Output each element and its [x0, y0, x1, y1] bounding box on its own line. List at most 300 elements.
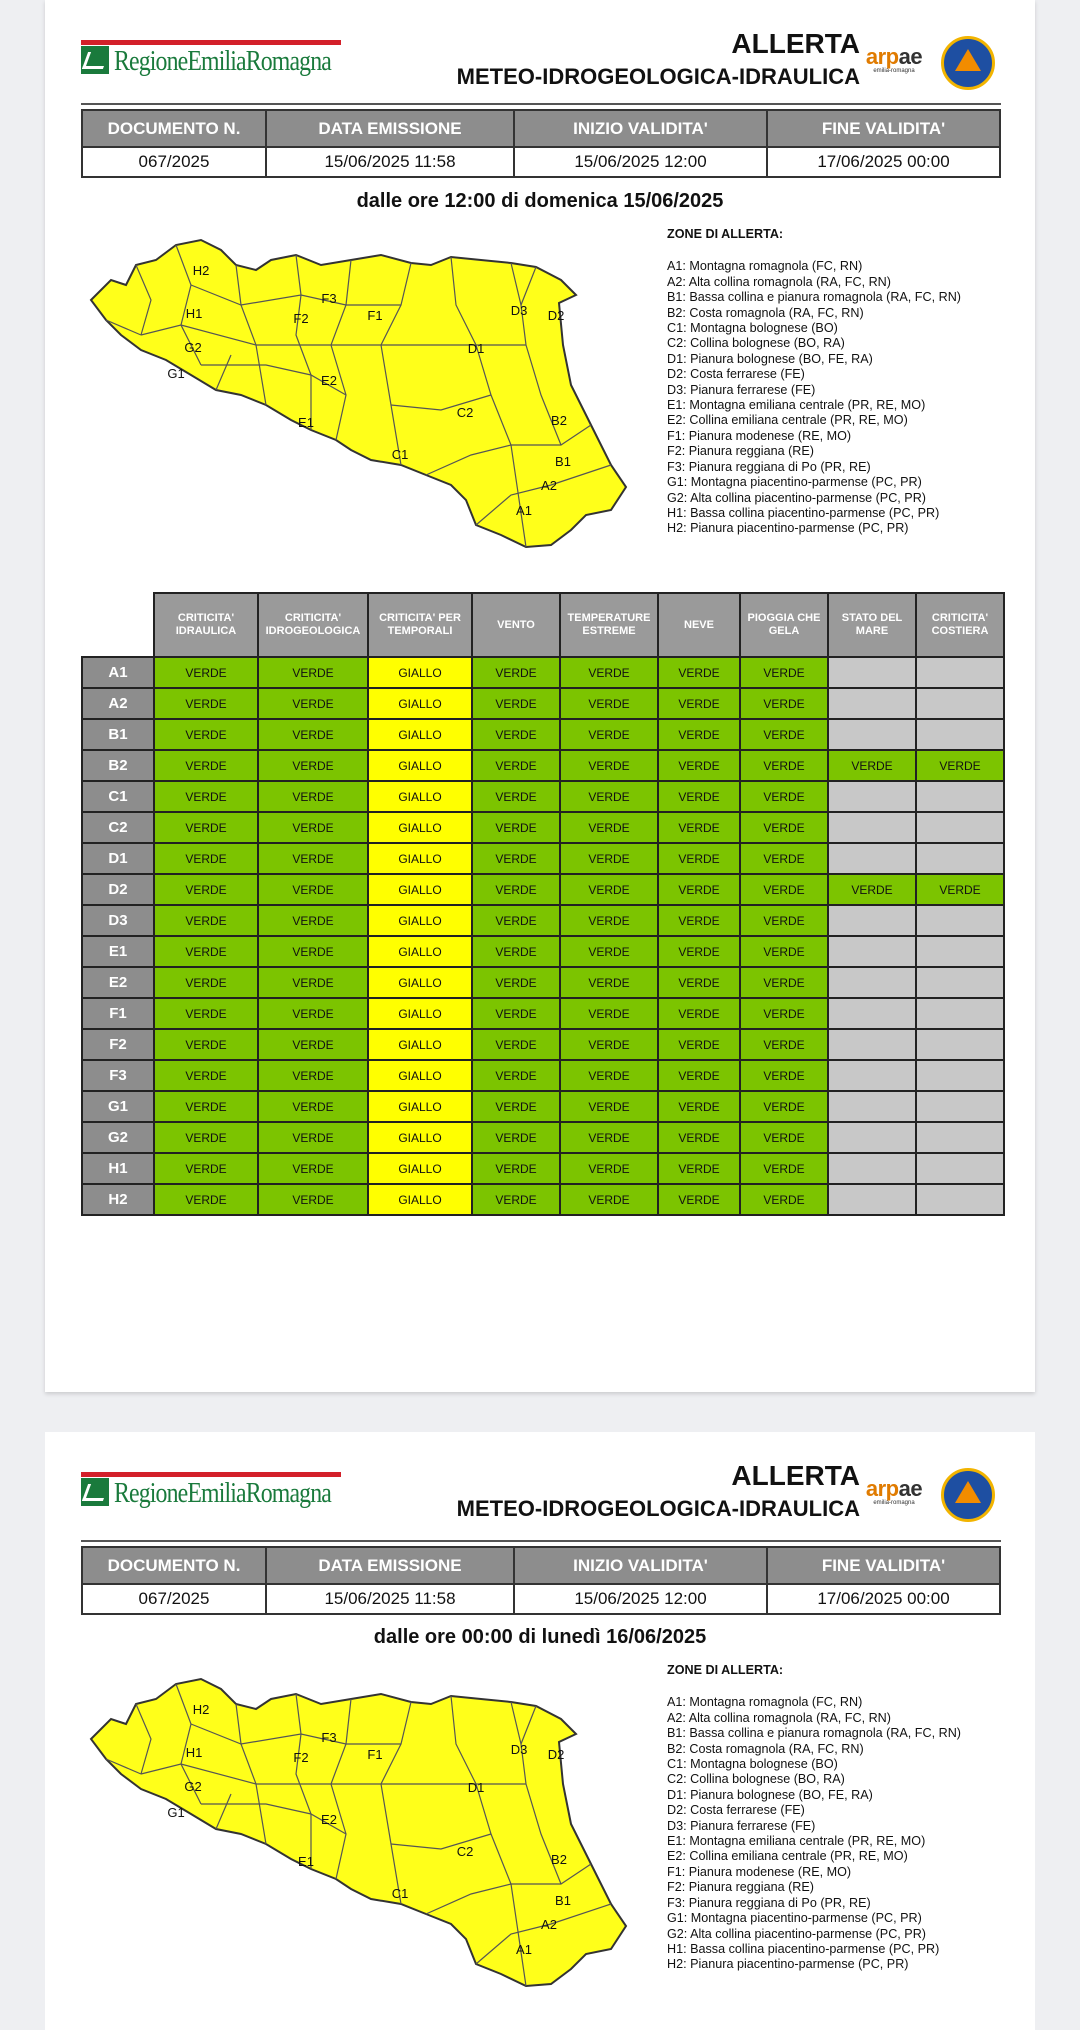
- map-zone-label: E2: [321, 373, 337, 388]
- alert-level-cell: [916, 1091, 1004, 1122]
- alert-level-cell: VERDE: [658, 812, 740, 843]
- map-zone-label: C2: [456, 405, 474, 420]
- alert-level-cell: VERDE: [258, 657, 368, 688]
- alert-level-cell: VERDE: [740, 1060, 828, 1091]
- zone-legend-item: D3: Pianura ferrarese (FE): [667, 382, 816, 397]
- zone-code: D1: [82, 843, 154, 874]
- column-header: VENTO: [472, 593, 560, 657]
- bulletin-page-2: [45, 1432, 1035, 2030]
- alert-level-cell: VERDE: [740, 719, 828, 750]
- zone-legend-item: F3: Pianura reggiana di Po (PR, RE): [667, 459, 871, 474]
- map-zone-label: G1: [167, 366, 185, 381]
- alert-level-cell: VERDE: [658, 750, 740, 781]
- zone-legend-item: E1: Montagna emiliana centrale (PR, RE, MO): [667, 398, 926, 413]
- table-row: [82, 719, 1004, 750]
- alert-level-cell: VERDE: [740, 657, 828, 688]
- table-row: [82, 688, 1004, 719]
- table-row: [82, 1091, 1004, 1122]
- divider: [81, 1540, 1001, 1542]
- validity-period-heading: dalle ore 12:00 di domenica 15/06/2025: [356, 190, 724, 212]
- alert-level-cell: VERDE: [258, 781, 368, 812]
- alert-level-cell: [916, 1184, 1004, 1215]
- alert-level-cell: [828, 688, 916, 719]
- alert-level-cell: VERDE: [472, 843, 560, 874]
- table-row: [82, 936, 1004, 967]
- alert-level-cell: GIALLO: [368, 843, 472, 874]
- alert-level-cell: VERDE: [472, 750, 560, 781]
- bulletin-page-1: [45, 0, 1035, 1392]
- alert-level-cell: VERDE: [154, 1091, 258, 1122]
- alert-level-cell: VERDE: [740, 905, 828, 936]
- alert-level-cell: VERDE: [560, 874, 658, 905]
- alert-level-cell: VERDE: [658, 1060, 740, 1091]
- map-zone-label: D3: [510, 1742, 528, 1757]
- alert-level-cell: [916, 936, 1004, 967]
- alert-level-cell: VERDE: [740, 1091, 828, 1122]
- zone-legend-item: F2: Pianura reggiana (RE): [667, 444, 814, 459]
- title-subtitle: METEO-IDROGEOLOGICA-IDRAULICA: [456, 1496, 860, 1521]
- alert-level-cell: VERDE: [740, 812, 828, 843]
- alert-level-cell: VERDE: [472, 719, 560, 750]
- zone-legend-item: D2: Costa ferrarese (FE): [667, 367, 805, 382]
- alert-level-cell: VERDE: [258, 1029, 368, 1060]
- alert-level-cell: [916, 967, 1004, 998]
- zone-legend-item: F3: Pianura reggiana di Po (PR, RE): [667, 1895, 871, 1910]
- alert-level-cell: GIALLO: [368, 874, 472, 905]
- map-zone-label: H2: [192, 1702, 210, 1717]
- alert-level-cell: VERDE: [740, 750, 828, 781]
- map-zone-label: E1: [298, 1854, 314, 1869]
- alert-level-cell: VERDE: [560, 1184, 658, 1215]
- zone-legend-item: G1: Montagna piacentino-parmense (PC, PR): [667, 475, 922, 490]
- table-row: [82, 1184, 1004, 1215]
- zone-legend-item: B1: Bassa collina e pianura romagnola (RA, FC, RN): [667, 1726, 961, 1741]
- table-row: [82, 781, 1004, 812]
- zone-legend-item: F2: Pianura reggiana (RE): [667, 1880, 814, 1895]
- region-outline: [91, 240, 626, 547]
- region-outline: [91, 1679, 626, 1986]
- column-header: CRITICITA' PER TEMPORALI: [368, 593, 472, 657]
- alert-level-cell: VERDE: [560, 781, 658, 812]
- alert-level-cell: [828, 1184, 916, 1215]
- alert-level-cell: VERDE: [658, 1122, 740, 1153]
- column-header: CRITICITA' IDRAULICA: [154, 593, 258, 657]
- alert-level-cell: VERDE: [560, 998, 658, 1029]
- table-row: [82, 1122, 1004, 1153]
- alert-level-cell: [828, 967, 916, 998]
- alert-level-cell: VERDE: [740, 843, 828, 874]
- alert-level-cell: [828, 905, 916, 936]
- alert-level-cell: VERDE: [154, 1029, 258, 1060]
- map-zone-label: A2: [541, 1917, 557, 1932]
- map-zone-label: H1: [185, 1745, 203, 1760]
- regione-emilia-romagna-logo: RegioneEmiliaRomagna: [81, 40, 341, 80]
- alert-level-cell: GIALLO: [368, 688, 472, 719]
- alert-level-cell: VERDE: [740, 967, 828, 998]
- alert-level-cell: VERDE: [560, 905, 658, 936]
- alert-level-cell: VERDE: [658, 688, 740, 719]
- alert-level-cell: [916, 719, 1004, 750]
- alert-level-cell: VERDE: [658, 1153, 740, 1184]
- zone-code: F3: [82, 1060, 154, 1091]
- zone-legend-item: C1: Montagna bolognese (BO): [667, 1757, 838, 1772]
- map-zone-label: H1: [185, 306, 203, 321]
- map-zone-label: D3: [510, 303, 528, 318]
- map-zone-label: C1: [391, 1886, 409, 1901]
- alert-level-cell: GIALLO: [368, 1060, 472, 1091]
- alert-level-cell: VERDE: [258, 1153, 368, 1184]
- table-corner: [82, 593, 154, 657]
- table-row: [82, 750, 1004, 781]
- alert-level-cell: VERDE: [740, 1029, 828, 1060]
- zone-legend-item: A2: Alta collina romagnola (RA, FC, RN): [667, 274, 891, 289]
- zone-code: F2: [82, 1029, 154, 1060]
- alert-level-cell: VERDE: [258, 688, 368, 719]
- zone-legend-item: A1: Montagna romagnola (FC, RN): [667, 1695, 863, 1710]
- alert-level-cell: VERDE: [154, 843, 258, 874]
- alert-level-cell: VERDE: [560, 843, 658, 874]
- zone-legend-item: H2: Pianura piacentino-parmense (PC, PR): [667, 521, 909, 536]
- alert-level-cell: VERDE: [472, 905, 560, 936]
- alert-level-cell: VERDE: [560, 936, 658, 967]
- column-header: NEVE: [658, 593, 740, 657]
- alert-level-cell: [916, 812, 1004, 843]
- zone-code: D3: [82, 905, 154, 936]
- column-header: CRITICITA' COSTIERA: [916, 593, 1004, 657]
- alert-level-cell: [916, 998, 1004, 1029]
- alert-level-cell: GIALLO: [368, 1091, 472, 1122]
- alert-level-cell: VERDE: [258, 874, 368, 905]
- zone-code: H1: [82, 1153, 154, 1184]
- alert-level-cell: VERDE: [560, 967, 658, 998]
- zone-legend-item: E2: Collina emiliana centrale (PR, RE, MO): [667, 1849, 908, 1864]
- alert-level-cell: VERDE: [472, 998, 560, 1029]
- alert-level-cell: [828, 843, 916, 874]
- alert-level-cell: VERDE: [258, 905, 368, 936]
- alert-level-cell: [828, 936, 916, 967]
- alert-level-cell: VERDE: [258, 998, 368, 1029]
- zone-code: D2: [82, 874, 154, 905]
- alert-level-cell: [828, 1029, 916, 1060]
- zone-legend-item: D1: Pianura bolognese (BO, FE, RA): [667, 1787, 873, 1802]
- alert-level-cell: [828, 1060, 916, 1091]
- map-zone-label: A2: [541, 478, 557, 493]
- zone-legend-item: G2: Alta collina piacentino-parmense (PC, PR): [667, 1926, 926, 1941]
- zone-legend-item: H1: Bassa collina piacentino-parmense (PC, PR): [667, 1941, 940, 1956]
- alert-level-cell: VERDE: [472, 1060, 560, 1091]
- alert-level-cell: VERDE: [472, 812, 560, 843]
- map-zone-label: H2: [192, 263, 210, 278]
- table-row: [82, 967, 1004, 998]
- alert-level-cell: VERDE: [740, 874, 828, 905]
- alert-level-cell: GIALLO: [368, 905, 472, 936]
- map-zone-label: G2: [184, 1779, 202, 1794]
- zone-legend-item: C1: Montagna bolognese (BO): [667, 321, 838, 336]
- zone-legend-item: H1: Bassa collina piacentino-parmense (PC, PR): [667, 505, 940, 520]
- alert-level-cell: VERDE: [658, 998, 740, 1029]
- zone-legend-item: D2: Costa ferrarese (FE): [667, 1803, 805, 1818]
- alert-level-cell: VERDE: [154, 812, 258, 843]
- alert-level-cell: [916, 905, 1004, 936]
- map-zone-label: E2: [321, 1812, 337, 1827]
- alert-level-cell: VERDE: [472, 936, 560, 967]
- map-zone-label: B2: [551, 1852, 567, 1867]
- divider: [81, 103, 1001, 105]
- alert-level-cell: VERDE: [154, 1122, 258, 1153]
- validity-period-heading: dalle ore 00:00 di lunedì 16/06/2025: [373, 1626, 707, 1648]
- zone-code: H2: [82, 1184, 154, 1215]
- map-zone-label: A1: [516, 503, 532, 518]
- alert-level-cell: GIALLO: [368, 719, 472, 750]
- alert-level-cell: VERDE: [560, 1153, 658, 1184]
- zone-code: F1: [82, 998, 154, 1029]
- alert-level-cell: VERDE: [828, 750, 916, 781]
- map-zone-label: C1: [391, 447, 409, 462]
- alert-level-cell: [828, 719, 916, 750]
- alert-level-cell: [916, 1153, 1004, 1184]
- zone-code: G2: [82, 1122, 154, 1153]
- protezione-civile-logo: [941, 1468, 995, 1522]
- alert-level-cell: VERDE: [472, 657, 560, 688]
- zone-code: C2: [82, 812, 154, 843]
- map-zone-label: B1: [555, 1893, 571, 1908]
- alert-level-cell: [828, 1153, 916, 1184]
- zone-code: A1: [82, 657, 154, 688]
- alert-level-cell: VERDE: [154, 719, 258, 750]
- zone-code: G1: [82, 1091, 154, 1122]
- alert-level-cell: VERDE: [258, 967, 368, 998]
- zone-legend-item: G2: Alta collina piacentino-parmense (PC, PR): [667, 490, 926, 505]
- zone-legend-item: D1: Pianura bolognese (BO, FE, RA): [667, 351, 873, 366]
- map-zone-label: D2: [547, 1747, 565, 1762]
- alert-level-cell: [828, 657, 916, 688]
- alert-level-cell: VERDE: [472, 874, 560, 905]
- table-row: [82, 874, 1004, 905]
- alert-level-cell: [916, 688, 1004, 719]
- protezione-civile-logo: [941, 36, 995, 90]
- alert-level-cell: [916, 1060, 1004, 1091]
- alert-level-cell: VERDE: [258, 812, 368, 843]
- map-zone-label: F2: [293, 1750, 309, 1765]
- alert-level-cell: VERDE: [154, 688, 258, 719]
- map-zone-label: B1: [555, 454, 571, 469]
- alert-level-cell: VERDE: [658, 1184, 740, 1215]
- zone-legend-item: B1: Bassa collina e pianura romagnola (RA, FC, RN): [667, 290, 961, 305]
- alert-level-cell: VERDE: [154, 1184, 258, 1215]
- alert-level-cell: VERDE: [658, 936, 740, 967]
- alert-level-cell: VERDE: [740, 1122, 828, 1153]
- column-header: PIOGGIA CHE GELA: [740, 593, 828, 657]
- alert-level-cell: VERDE: [560, 1029, 658, 1060]
- alert-level-cell: GIALLO: [368, 936, 472, 967]
- table-row: [82, 843, 1004, 874]
- alert-level-cell: VERDE: [154, 967, 258, 998]
- alert-level-cell: [828, 1122, 916, 1153]
- alert-level-cell: GIALLO: [368, 781, 472, 812]
- alert-level-cell: VERDE: [740, 688, 828, 719]
- alert-level-cell: [828, 998, 916, 1029]
- document-info-table: DOCUMENTO N. DATA EMISSIONE INIZIO VALIDITA' FINE VALIDITA' 067/2025 15/06/2025 11:58 15/06/2025 12:00 17/06/2025 00:00: [81, 109, 1001, 178]
- alert-level-cell: VERDE: [258, 843, 368, 874]
- map-zone-label: D2: [547, 308, 565, 323]
- alert-level-cell: VERDE: [560, 657, 658, 688]
- table-row: [82, 657, 1004, 688]
- alert-level-cell: VERDE: [560, 1091, 658, 1122]
- column-header: CRITICITA' IDROGEOLOGICA: [258, 593, 368, 657]
- alert-level-cell: GIALLO: [368, 998, 472, 1029]
- map-zone-label: F3: [321, 1730, 337, 1745]
- alert-level-cell: VERDE: [154, 781, 258, 812]
- column-header: STATO DEL MARE: [828, 593, 916, 657]
- alert-level-cell: VERDE: [740, 1184, 828, 1215]
- alert-level-cell: VERDE: [560, 1122, 658, 1153]
- alert-level-cell: VERDE: [154, 1153, 258, 1184]
- alert-level-cell: VERDE: [154, 998, 258, 1029]
- alert-level-cell: VERDE: [740, 1153, 828, 1184]
- map-zone-label: F1: [367, 308, 383, 323]
- alert-level-cell: VERDE: [658, 657, 740, 688]
- alert-level-cell: VERDE: [472, 688, 560, 719]
- alert-level-cell: [828, 812, 916, 843]
- alert-level-cell: GIALLO: [368, 1184, 472, 1215]
- zone-legend-item: D3: Pianura ferrarese (FE): [667, 1818, 816, 1833]
- arpae-logo: arpae emilia-romagna: [865, 44, 923, 74]
- zone-code: B1: [82, 719, 154, 750]
- zone-legend-item: G1: Montagna piacentino-parmense (PC, PR): [667, 1911, 922, 1926]
- zone-code: B2: [82, 750, 154, 781]
- alert-level-cell: VERDE: [258, 719, 368, 750]
- column-header: TEMPERATURE ESTREME: [560, 593, 658, 657]
- alert-level-cell: VERDE: [472, 1184, 560, 1215]
- alert-level-cell: VERDE: [154, 1060, 258, 1091]
- alert-level-cell: VERDE: [658, 1091, 740, 1122]
- alert-level-cell: VERDE: [658, 843, 740, 874]
- alert-level-cell: [916, 1122, 1004, 1153]
- alert-level-cell: VERDE: [658, 874, 740, 905]
- alert-level-cell: VERDE: [740, 781, 828, 812]
- alert-level-cell: [828, 781, 916, 812]
- map-zone-label: A1: [516, 1942, 532, 1957]
- alert-level-cell: VERDE: [658, 967, 740, 998]
- zone-legend-item: H2: Pianura piacentino-parmense (PC, PR): [667, 1957, 909, 1972]
- alert-zones-map: [81, 1664, 661, 1994]
- alert-level-cell: VERDE: [916, 750, 1004, 781]
- alert-level-cell: VERDE: [560, 750, 658, 781]
- alert-level-cell: GIALLO: [368, 1029, 472, 1060]
- alert-level-cell: [916, 843, 1004, 874]
- zone-code: C1: [82, 781, 154, 812]
- zone-legend: ZONE DI ALLERTA: A1: Montagna romagnola (FC, RN) A2: Alta collina romagnola (RA, FC, RN) B1: Bassa collina e pianura romagnola (RA, FC, RN) B2: Costa romagnola (RA, FC, RN) C1: Montagna bolognese (BO) C2: Collina bolognese (BO, RA) D1: Pianura bolognese (BO, FE, RA) D2: Costa ferrarese (FE) D3: Pianura ferrarese (FE) E1: Montagna emiliana centrale (PR, RE, MO) E2: Collina emiliana centrale (PR, RE, MO) F1: Pianura modenese (RE, MO) F2: Pianura reggiana (RE) F3: Pianura reggiana di Po (PR, RE) G1: Montagna piacentino-parmense (PC, PR) G2: Alta collina piacentino-parmense (PC, PR) H1: Bassa collina piacentino-parmense (PC, PR) H2: Pianura piacentino-parmense (PC, PR): [667, 1663, 1027, 1973]
- document-info-table: DOCUMENTO N. DATA EMISSIONE INIZIO VALIDITA' FINE VALIDITA' 067/2025 15/06/2025 11:58 15/06/2025 12:00 17/06/2025 00:00: [81, 1546, 1001, 1615]
- alert-level-cell: VERDE: [560, 812, 658, 843]
- title-subtitle: METEO-IDROGEOLOGICA-IDRAULICA: [456, 64, 860, 89]
- map-zone-label: G1: [167, 1805, 185, 1820]
- alert-level-cell: GIALLO: [368, 967, 472, 998]
- table-row: [82, 998, 1004, 1029]
- alert-level-cell: VERDE: [658, 905, 740, 936]
- alert-level-cell: VERDE: [472, 1029, 560, 1060]
- zone-legend-item: C2: Collina bolognese (BO, RA): [667, 1772, 845, 1787]
- alert-level-cell: VERDE: [560, 688, 658, 719]
- map-zone-label: C2: [456, 1844, 474, 1859]
- zone-legend-item: C2: Collina bolognese (BO, RA): [667, 336, 845, 351]
- map-zone-label: D1: [467, 1780, 485, 1795]
- zone-legend-item: B2: Costa romagnola (RA, FC, RN): [667, 1741, 864, 1756]
- alert-level-cell: VERDE: [560, 1060, 658, 1091]
- alert-level-cell: VERDE: [154, 936, 258, 967]
- zone-legend-item: E1: Montagna emiliana centrale (PR, RE, MO): [667, 1834, 926, 1849]
- alert-level-cell: VERDE: [472, 1153, 560, 1184]
- alert-level-cell: VERDE: [658, 781, 740, 812]
- alert-level-cell: VERDE: [472, 781, 560, 812]
- regione-emilia-romagna-logo: RegioneEmiliaRomagna: [81, 1472, 341, 1512]
- alert-level-cell: GIALLO: [368, 812, 472, 843]
- alert-level-cell: VERDE: [258, 1060, 368, 1091]
- alert-level-cell: VERDE: [154, 750, 258, 781]
- table-row: [82, 905, 1004, 936]
- table-row: [82, 1029, 1004, 1060]
- map-zone-label: D1: [467, 341, 485, 356]
- zone-legend-item: E2: Collina emiliana centrale (PR, RE, MO): [667, 413, 908, 428]
- alert-level-cell: VERDE: [472, 1122, 560, 1153]
- map-zone-label: B2: [551, 413, 567, 428]
- alert-zones-map: [81, 225, 661, 555]
- alert-level-cell: VERDE: [472, 1091, 560, 1122]
- alert-level-cell: VERDE: [258, 1091, 368, 1122]
- zone-legend: ZONE DI ALLERTA: A1: Montagna romagnola (FC, RN) A2: Alta collina romagnola (RA, FC, RN) B1: Bassa collina e pianura romagnola (RA, FC, RN) B2: Costa romagnola (RA, FC, RN) C1: Montagna bolognese (BO) C2: Collina bolognese (BO, RA) D1: Pianura bolognese (BO, FE, RA) D2: Costa ferrarese (FE) D3: Pianura ferrarese (FE) E1: Montagna emiliana centrale (PR, RE, MO) E2: Collina emiliana centrale (PR, RE, MO) F1: Pianura modenese (RE, MO) F2: Pianura reggiana (RE) F3: Pianura reggiana di Po (PR, RE) G1: Montagna piacentino-parmense (PC, PR) G2: Alta collina piacentino-parmense (PC, PR) H1: Bassa collina piacentino-parmense (PC, PR) H2: Pianura piacentino-parmense (PC, PR): [667, 227, 1027, 537]
- alert-level-cell: VERDE: [740, 936, 828, 967]
- map-zone-label: F3: [321, 291, 337, 306]
- map-zone-label: E1: [298, 415, 314, 430]
- table-row: [82, 1060, 1004, 1091]
- alert-level-cell: VERDE: [560, 719, 658, 750]
- arpae-logo: arpae emilia-romagna: [865, 1476, 923, 1506]
- alert-level-cell: VERDE: [154, 657, 258, 688]
- alert-level-cell: [916, 1029, 1004, 1060]
- table-row: [82, 1153, 1004, 1184]
- alert-level-cell: VERDE: [258, 1122, 368, 1153]
- zone-legend-item: B2: Costa romagnola (RA, FC, RN): [667, 305, 864, 320]
- alert-level-cell: GIALLO: [368, 1122, 472, 1153]
- zone-code: E1: [82, 936, 154, 967]
- table-row: [82, 812, 1004, 843]
- alert-level-cell: VERDE: [658, 719, 740, 750]
- zone-legend-item: A1: Montagna romagnola (FC, RN): [667, 259, 863, 274]
- zone-legend-item: F1: Pianura modenese (RE, MO): [667, 428, 852, 443]
- alert-level-cell: VERDE: [658, 1029, 740, 1060]
- zone-code: E2: [82, 967, 154, 998]
- zone-legend-item: A2: Alta collina romagnola (RA, FC, RN): [667, 1710, 891, 1725]
- alert-level-cell: VERDE: [916, 874, 1004, 905]
- alert-level-cell: GIALLO: [368, 657, 472, 688]
- alert-level-cell: VERDE: [154, 874, 258, 905]
- alert-level-cell: GIALLO: [368, 1153, 472, 1184]
- alert-level-cell: [916, 781, 1004, 812]
- map-zone-label: F1: [367, 1747, 383, 1762]
- alert-level-cell: VERDE: [154, 905, 258, 936]
- alert-level-cell: VERDE: [828, 874, 916, 905]
- alert-level-cell: VERDE: [258, 750, 368, 781]
- alert-level-cell: GIALLO: [368, 750, 472, 781]
- alert-level-cell: [828, 1091, 916, 1122]
- map-zone-label: G2: [184, 340, 202, 355]
- title-allerta: ALLERTA: [731, 28, 860, 59]
- alert-level-cell: [916, 657, 1004, 688]
- title-allerta: ALLERTA: [731, 1460, 860, 1491]
- alert-level-cell: VERDE: [740, 998, 828, 1029]
- map-zone-label: F2: [293, 311, 309, 326]
- alert-level-cell: VERDE: [258, 1184, 368, 1215]
